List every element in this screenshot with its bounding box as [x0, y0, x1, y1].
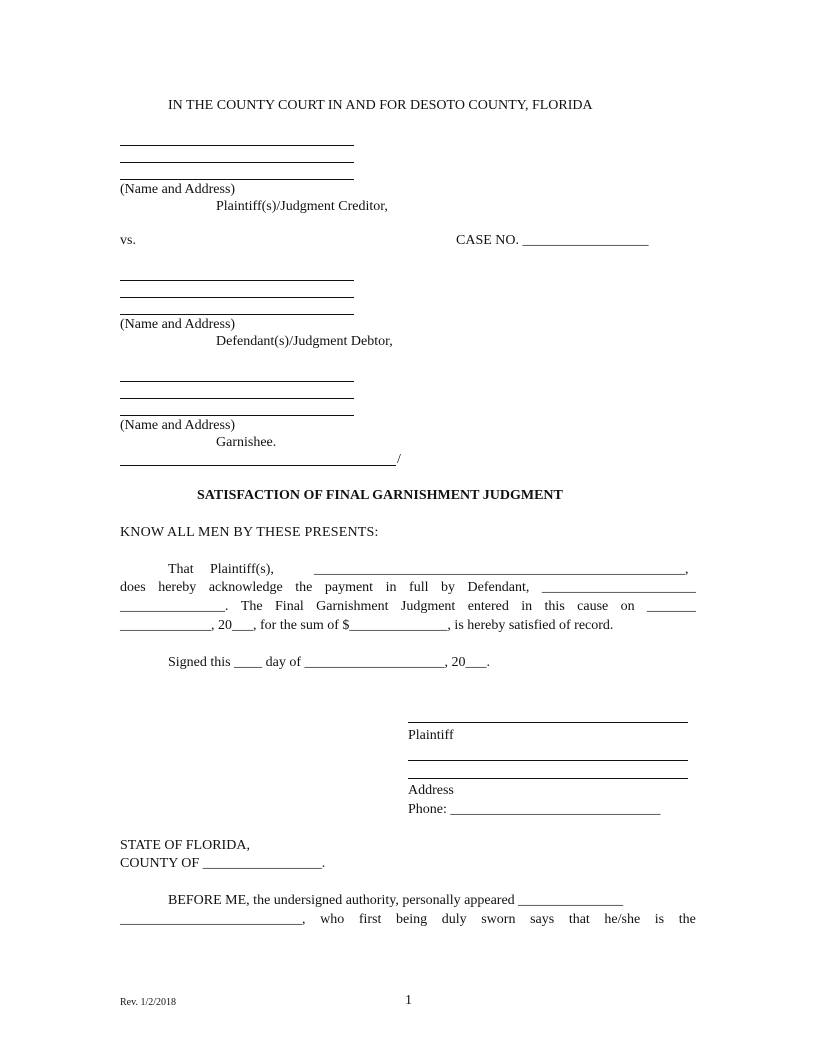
body-word: being	[396, 912, 428, 927]
plaintiff-name-address-label: (Name and Address)	[120, 182, 236, 197]
garnishee-address-line-2[interactable]	[120, 415, 354, 416]
garnishee-address-line-1[interactable]	[120, 398, 354, 399]
body-word: who	[320, 912, 345, 927]
judgment-date-blank[interactable]: _______	[647, 599, 696, 614]
body-word: Defendant,	[467, 580, 530, 595]
body-word: first	[358, 912, 382, 927]
court-heading: IN THE COUNTY COURT IN AND FOR DESOTO COUNTY, FLORIDA	[168, 98, 593, 113]
body-line-3	[120, 598, 696, 617]
plaintiff-signature-label: Plaintiff	[408, 728, 454, 743]
before-me-line-2	[120, 911, 696, 930]
body-word: that	[568, 912, 590, 927]
body-word: acknowledge	[208, 580, 283, 595]
plaintiff-address-line-2[interactable]	[120, 179, 354, 180]
body-word: Final	[275, 599, 304, 614]
plaintiff-address-line-1[interactable]	[120, 162, 354, 163]
address-line-1[interactable]	[408, 760, 688, 761]
affiant-name-blank[interactable]: __________________________,	[120, 912, 306, 927]
defendant-name-blank[interactable]: ______________________	[541, 580, 696, 595]
defendant-address-line-2[interactable]	[120, 314, 354, 315]
county-field[interactable]: COUNTY OF _________________.	[120, 856, 326, 871]
state-label: STATE OF FLORIDA,	[120, 838, 250, 853]
revision-date: Rev. 1/2/2018	[120, 997, 177, 1008]
body-word: hereby	[158, 580, 197, 595]
phone-field[interactable]: Phone: ______________________________	[408, 802, 661, 817]
body-line-4[interactable]: _____________, 20___, for the sum of $______________, is hereby satisfied of record.	[120, 618, 614, 633]
caption-closing-slash: /	[397, 452, 401, 467]
plaintiff-name-line[interactable]	[120, 145, 354, 146]
vs-label: vs.	[120, 233, 136, 248]
document-title: SATISFACTION OF FINAL GARNISHMENT JUDGMENT	[197, 488, 563, 503]
body-word: does	[120, 580, 146, 595]
body-line-2	[120, 579, 696, 598]
body-word: Judgment	[400, 599, 456, 614]
body-that: That	[168, 562, 194, 577]
before-me-line-1[interactable]: BEFORE ME, the undersigned authority, personally appeared _______________	[168, 893, 624, 908]
body-word: full	[409, 580, 429, 595]
address-line-2[interactable]	[408, 778, 688, 779]
plaintiff-signature-line[interactable]	[408, 722, 688, 723]
body-word: sworn	[481, 912, 516, 927]
body-word: in	[521, 599, 533, 614]
garnishee-name-line[interactable]	[120, 381, 354, 382]
plaintiff-name-blank[interactable]: _____________________________________________________,	[314, 562, 689, 577]
signed-date-line[interactable]: Signed this ____ day of ____________________, 20___.	[168, 655, 490, 670]
case-number-field[interactable]: CASE NO. __________________	[456, 233, 649, 248]
defendant-name-address-label: (Name and Address)	[120, 317, 236, 332]
body-word: duly	[441, 912, 467, 927]
body-plaintiffs: Plaintiff(s),	[210, 562, 274, 577]
defendant-name-line[interactable]	[120, 280, 354, 281]
body-word: The	[240, 599, 263, 614]
caption-closing-line	[120, 465, 396, 466]
body-word: cause	[577, 599, 609, 614]
garnishee-name-address-label: (Name and Address)	[120, 418, 236, 433]
body-word: the	[678, 912, 696, 927]
body-word: he/she	[604, 912, 641, 927]
body-word: by	[441, 580, 456, 595]
page-number: 1	[405, 993, 412, 1008]
defendant-name-blank-cont[interactable]: _______________.	[120, 599, 229, 614]
body-word: in	[385, 580, 397, 595]
body-word: entered	[467, 599, 509, 614]
body-word: Garnishment	[316, 599, 389, 614]
know-all-men-heading: KNOW ALL MEN BY THESE PRESENTS:	[120, 525, 379, 540]
defendant-address-line-1[interactable]	[120, 297, 354, 298]
address-label: Address	[408, 783, 454, 798]
body-word: is	[654, 912, 665, 927]
garnishee-role-label: Garnishee.	[216, 435, 277, 450]
body-word: this	[544, 599, 565, 614]
plaintiff-role-label: Plaintiff(s)/Judgment Creditor,	[216, 199, 388, 214]
body-word: says	[530, 912, 555, 927]
body-word: payment	[324, 580, 374, 595]
defendant-role-label: Defendant(s)/Judgment Debtor,	[216, 334, 393, 349]
body-word: the	[295, 580, 313, 595]
body-word: on	[620, 599, 635, 614]
